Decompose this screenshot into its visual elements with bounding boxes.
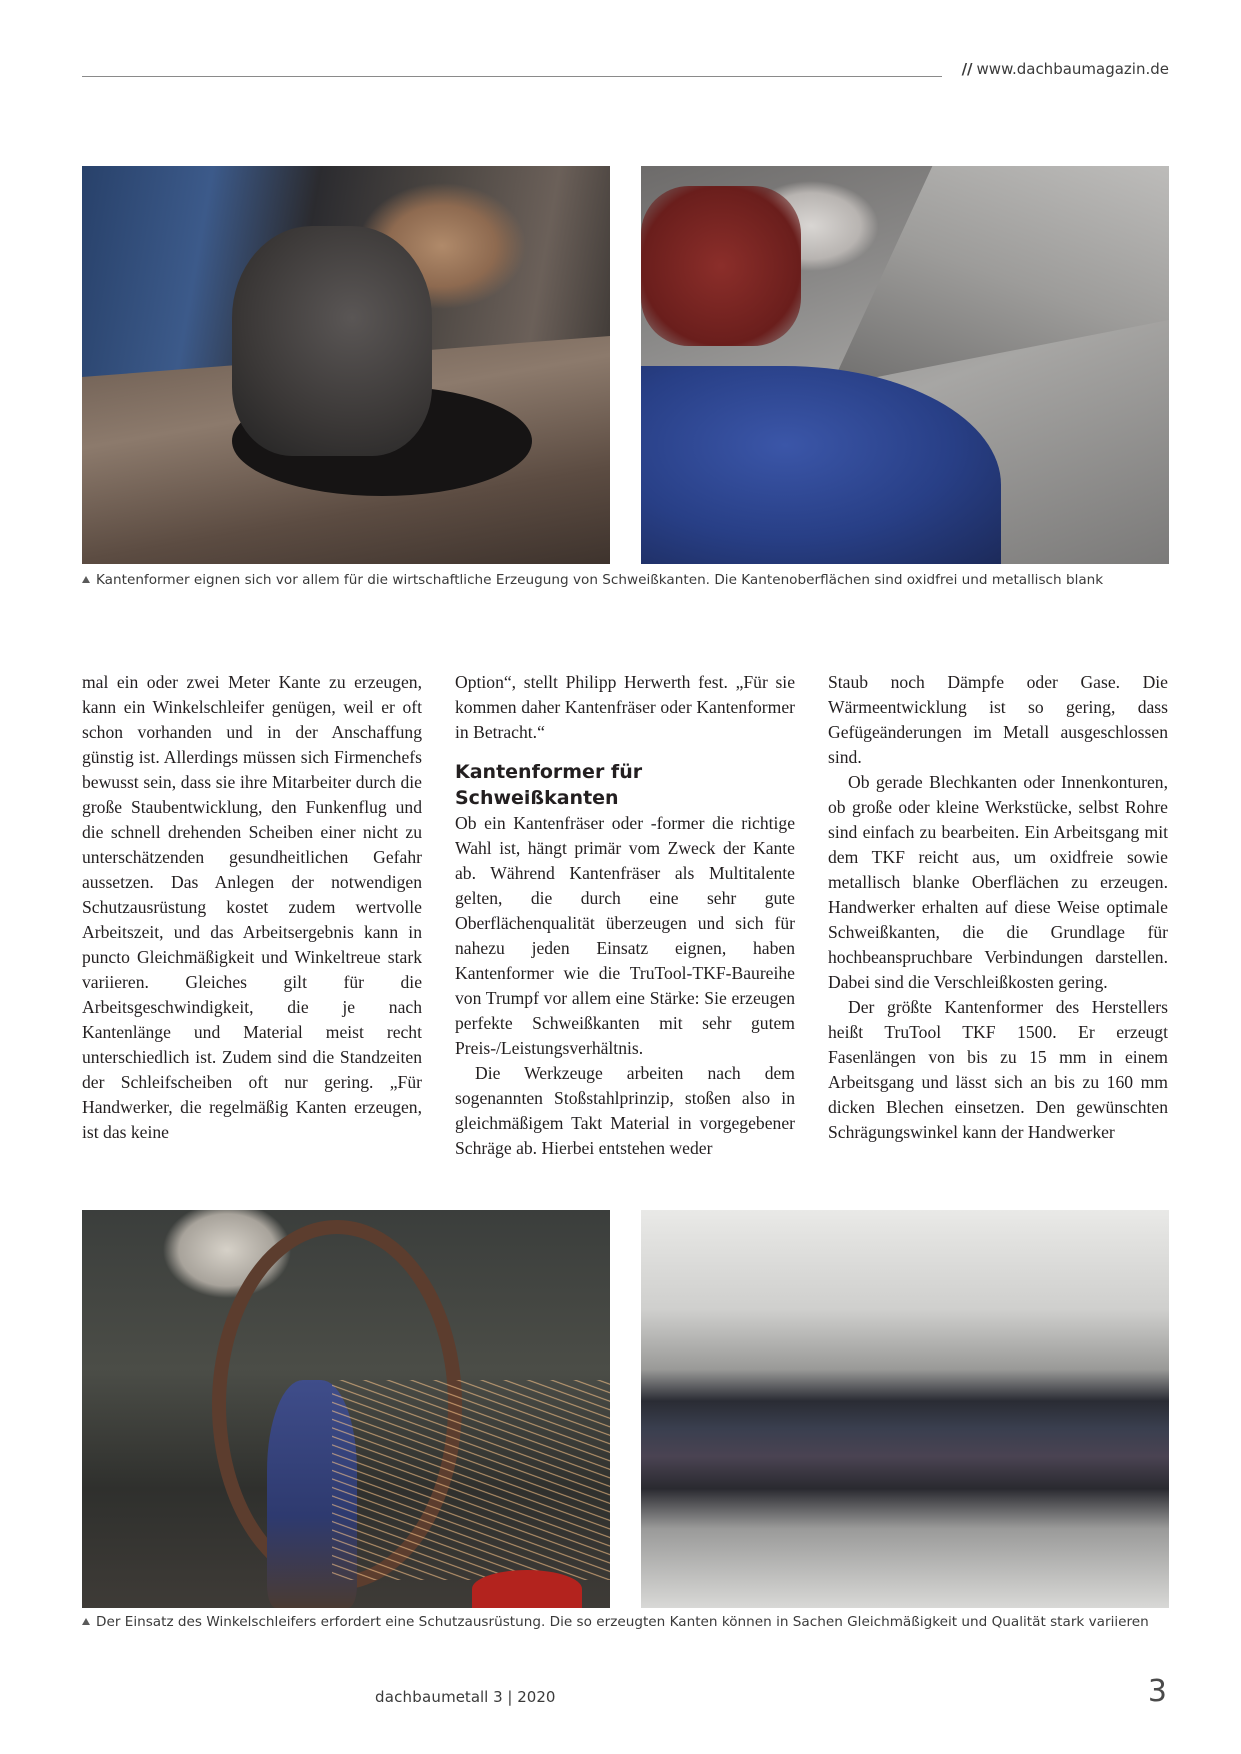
caption-top-text: Kantenformer eignen sich vor allem für die wirtschaftliche Erzeugung von Schweißkanten. Die Kantenoberflächen sind oxidfrei und metallisch blank — [96, 572, 1104, 588]
header-url-text[interactable]: www.dachbaumagazin.de — [976, 60, 1169, 78]
col2-paragraph-3: Die Werkzeuge arbeiten nach dem sogenannten Stoßstahlprinzip, stoßen also in gleichmäßigem Takt Material in vorgegebener Schräge ab. Hierbei entstehen weder — [455, 1063, 795, 1158]
footer-magazine — [375, 1688, 555, 1706]
footer-issue: 3 | 2020 — [493, 1688, 556, 1706]
photo-2-sleeve — [641, 186, 801, 346]
photo-3-bucket — [472, 1570, 582, 1608]
caption-triangle-icon — [82, 576, 90, 583]
col2-paragraph-1: Option“, stellt Philipp Herwerth fest. „Für sie kommen daher Kantenfräser oder Kantenformer in Betracht.“ — [455, 672, 795, 742]
photo-edge-former-tool — [82, 166, 610, 564]
col3-paragraph-3: Der größte Kantenformer des Herstellers heißt TruTool TKF 1500. Er erzeugt Fasenlängen von bis zu 15 mm in einem Arbeitsgang und lässt sich an bis zu 160 mm dicken Blechen einsetzen. Den gewünschten Schrägungswinkel kann der Handwerker — [828, 997, 1168, 1142]
caption-triangle-icon — [82, 1618, 90, 1625]
photo-edge-forming-sheet — [641, 166, 1169, 564]
photo-edge-closeup — [641, 1210, 1169, 1608]
photo-1-tool — [232, 226, 432, 456]
article-column-3 — [828, 670, 1168, 1145]
caption-bottom — [82, 1614, 1149, 1630]
photo-2-sheet — [831, 166, 1169, 386]
header-url[interactable] — [962, 60, 1169, 78]
col3-paragraph-1: Staub noch Dämpfe oder Gase. Die Wärmeentwicklung ist so gering, dass Gefügeänderungen im Metall ausgeschlossen sind. — [828, 672, 1168, 767]
caption-bottom-text: Der Einsatz des Winkelschleifers erfordert eine Schutzausrüstung. Die so erzeugten Kanten können in Sachen Gleichmäßigkeit und Qualität stark variieren — [96, 1614, 1149, 1630]
photo-2-worker — [641, 366, 1001, 564]
photo-angle-grinder-sparks — [82, 1210, 610, 1608]
article-column-2 — [455, 670, 795, 1161]
footer-title: metall — [441, 1688, 489, 1706]
header-slashes: // — [961, 60, 973, 78]
caption-top — [82, 572, 1103, 588]
subheading: Kantenformer für Schweißkanten — [455, 761, 643, 809]
page-number: 3 — [1147, 1674, 1167, 1709]
article-column-1 — [82, 670, 422, 1145]
col1-paragraph-1: mal ein oder zwei Meter Kante zu erzeugen, kann ein Winkelschleifer genügen, weil er oft schon vorhanden und in der Anschaffung günstig ist. Allerdings müssen sich Firmenchefs bewusst sein, dass sie ihre Mitarbeiter durch die große Staubentwicklung, den Funkenflug und die schnell drehenden Scheiben einer nicht zu unterschätzenden gesundheitlichen Gefahr aussetzen. Das Anlegen der notwendigen Schutzausrüstung kostet zudem wertvolle Arbeitszeit, und das Arbeitsergebnis kann in puncto Gleichmäßigkeit und Winkeltreue stark variieren. Gleiches gilt für die Arbeitsgeschwindigkeit, die je nach Kantenlänge und Material meist recht unterschiedlich ist. Zudem sind die Standzeiten der Schleifscheiben oft nur gering. „Für Handwerker, die regelmäßig Kanten erzeugen, ist das keine — [82, 672, 422, 1142]
col3-paragraph-2: Ob gerade Blechkanten oder Innenkonturen, ob große oder kleine Werkstücke, selbst Rohre sind einfach zu bearbeiten. Ein Arbeitsgang mit dem TKF reicht aus, um oxidfreie sowie metallisch blanke Oberflächen zu erzeugen. Handwerker erhalten auf diese Weise optimale Schweißkanten, die die Grundlage für hochbeanspruchbare Verbindungen darstellen. Dabei sind die Verschleißkosten gering. — [828, 772, 1168, 992]
col2-paragraph-2: Ob ein Kantenfräser oder -former die richtige Wahl ist, hängt primär vom Zweck der Kante ab. Während Kantenfräser als Multitalente gelten, die durch eine sehr gute Oberflächenqualität überzeugen und sich für nahezu jeden Einsatz eignen, haben Kantenformer wie die TruTool-TKF-Baureihe von Trumpf vor allem eine Stärke: Sie erzeugen perfekte Schweißkanten mit sehr gutem Preis-/Leistungsverhältnis. — [455, 813, 795, 1058]
photo-3-sparks — [332, 1380, 610, 1580]
header-rule — [82, 76, 942, 77]
footer-brand: dachbau — [375, 1688, 442, 1706]
